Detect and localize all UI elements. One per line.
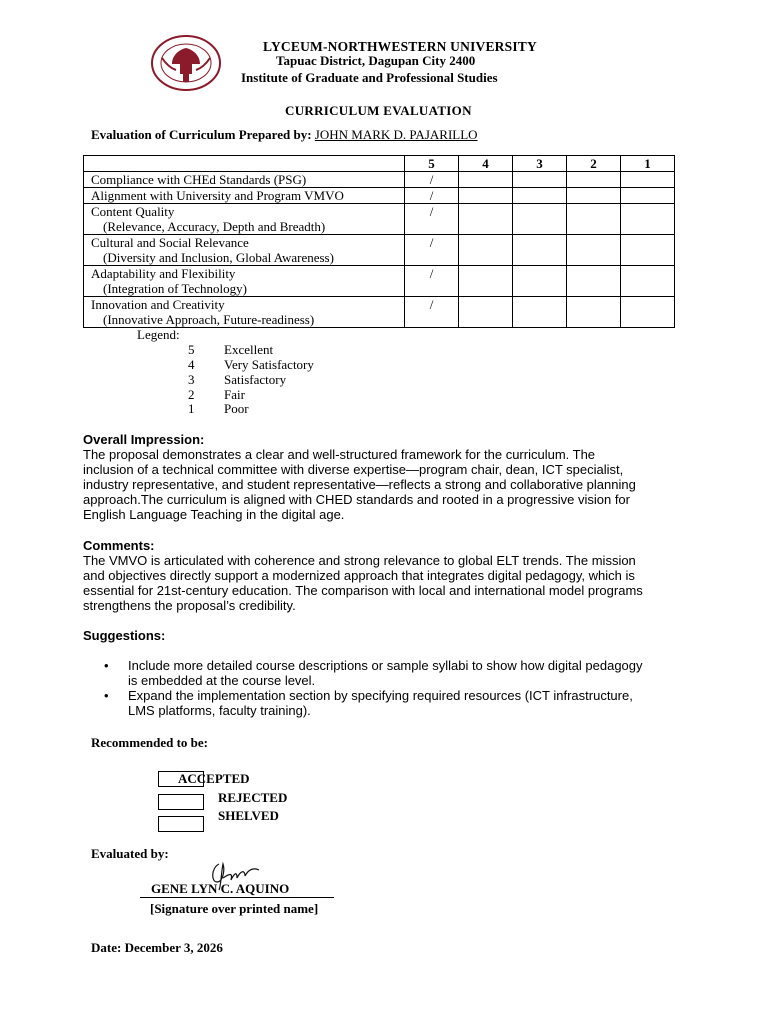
score-cell	[459, 297, 513, 328]
criterion-cell	[84, 172, 405, 188]
score-cell	[513, 235, 567, 266]
text-line: and objectives directly support a modernized approach that integrates digital pedagogy, which is	[83, 568, 635, 583]
comments-text	[83, 553, 683, 613]
score-cell	[567, 172, 621, 188]
score-cell: /	[405, 204, 459, 235]
text-line: inclusion of a technical committee with diverse expertise—program chair, dean, ICT specialist,	[83, 462, 624, 477]
table-row	[84, 297, 675, 328]
score-cell: /	[405, 188, 459, 204]
legend-label: Fair	[224, 387, 245, 402]
score-cell: /	[405, 297, 459, 328]
score-cell	[621, 188, 675, 204]
score-cell	[621, 204, 675, 235]
table-row	[84, 235, 675, 266]
criterion-cell	[84, 297, 405, 328]
text-line: The proposal demonstrates a clear and well-structured framework for the curriculum. The	[83, 447, 596, 462]
legend-number: 1	[188, 401, 195, 416]
criterion-detail: (Diversity and Inclusion, Global Awareness)	[103, 250, 334, 265]
overall-impression-text	[83, 447, 683, 522]
legend-number: 3	[188, 372, 195, 387]
suggestions-heading: Suggestions:	[83, 628, 166, 643]
evaluation-table	[83, 155, 675, 328]
text-line: English Language Teaching in the digital age.	[83, 507, 345, 522]
score-cell	[621, 297, 675, 328]
score-cell	[567, 297, 621, 328]
header-score-4: 4	[459, 156, 513, 172]
criterion-detail: (Innovative Approach, Future-readiness)	[103, 312, 315, 327]
evaluator-name: GENE LYN C. AQUINO	[151, 881, 290, 896]
criterion-label: Content Quality	[91, 204, 175, 219]
criterion-label: Innovation and Creativity	[91, 297, 225, 312]
header-score-5: 5	[405, 156, 459, 172]
prepared-by-line	[91, 127, 478, 143]
prepared-by-label: Evaluation of Curriculum Prepared by:	[91, 127, 312, 142]
score-cell	[459, 266, 513, 297]
header-score-3: 3	[513, 156, 567, 172]
legend-label: Excellent	[224, 342, 274, 357]
signature-line	[140, 897, 334, 898]
suggestion-item	[128, 658, 678, 688]
score-cell	[621, 172, 675, 188]
university-address: Tapuac District, Dagupan City 2400	[276, 53, 476, 68]
legend-number: 5	[188, 342, 195, 357]
criterion-label: Cultural and Social Relevance	[91, 235, 249, 250]
score-cell	[459, 172, 513, 188]
legend-title: Legend:	[137, 327, 180, 342]
score-cell	[513, 188, 567, 204]
score-cell	[513, 204, 567, 235]
legend-label: Very Satisfactory	[224, 357, 314, 372]
score-cell: /	[405, 172, 459, 188]
header-score-1: 1	[621, 156, 675, 172]
score-cell	[459, 204, 513, 235]
bullet-icon: •	[104, 658, 109, 673]
overall-impression-heading: Overall Impression:	[83, 432, 205, 447]
legend-number: 2	[188, 387, 195, 402]
score-cell	[621, 235, 675, 266]
prepared-by-name: JOHN MARK D. PAJARILLO	[314, 127, 478, 142]
text-line: industry representative, and student representative—reflects a strong and collaborative planning	[83, 477, 636, 492]
score-cell	[567, 204, 621, 235]
header-criterion	[84, 156, 405, 172]
criterion-cell	[84, 266, 405, 297]
accepted-label: ACCEPTED	[178, 771, 250, 786]
comments-heading: Comments:	[83, 538, 155, 553]
table-header-row	[84, 156, 675, 172]
institute-name: Institute of Graduate and Professional Studies	[241, 70, 498, 85]
evaluation-date: Date: December 3, 2026	[91, 940, 223, 955]
criterion-label: Adaptability and Flexibility	[91, 266, 236, 281]
text-line: strengthens the proposal’s credibility.	[83, 598, 296, 613]
criterion-detail: (Relevance, Accuracy, Depth and Breadth)	[103, 219, 326, 234]
university-seal-icon	[150, 34, 222, 92]
document-title: CURRICULUM EVALUATION	[285, 103, 472, 118]
score-cell	[621, 266, 675, 297]
score-cell	[459, 188, 513, 204]
criterion-label: Alignment with University and Program VMVO	[91, 188, 344, 203]
score-cell: /	[405, 235, 459, 266]
score-cell	[513, 266, 567, 297]
legend-label: Satisfactory	[224, 372, 287, 387]
shelved-label: SHELVED	[218, 808, 279, 823]
rejected-label: REJECTED	[218, 790, 288, 805]
table-row	[84, 172, 675, 188]
recommendation-heading: Recommended to be:	[91, 735, 208, 750]
text-line: LMS platforms, faculty training).	[128, 703, 311, 718]
text-line: The VMVO is articulated with coherence and strong relevance to global ELT trends. The mission	[83, 553, 636, 568]
university-name: LYCEUM-NORTHWESTERN UNIVERSITY	[263, 39, 537, 54]
rejected-checkbox[interactable]	[158, 794, 204, 810]
score-cell: /	[405, 266, 459, 297]
suggestion-item	[128, 688, 678, 718]
text-line: is embedded at the course level.	[128, 673, 316, 688]
text-line: essential for 21st-century education. The comparison with local and international model programs	[83, 583, 643, 598]
table-row	[84, 188, 675, 204]
score-cell	[459, 235, 513, 266]
criterion-label: Compliance with CHEd Standards (PSG)	[91, 172, 307, 187]
signature-caption: [Signature over printed name]	[150, 901, 319, 916]
evaluated-by-heading: Evaluated by:	[91, 846, 169, 861]
legend-label: Poor	[224, 401, 249, 416]
score-cell	[513, 172, 567, 188]
criterion-detail: (Integration of Technology)	[103, 281, 247, 296]
table-row	[84, 266, 675, 297]
score-cell	[567, 235, 621, 266]
bullet-icon: •	[104, 688, 109, 703]
header-score-2: 2	[567, 156, 621, 172]
shelved-checkbox[interactable]	[158, 816, 204, 832]
score-cell	[567, 188, 621, 204]
criterion-cell	[84, 188, 405, 204]
text-line: Expand the implementation section by specifying required resources (ICT infrastructure,	[128, 688, 633, 703]
criterion-cell	[84, 235, 405, 266]
criterion-cell	[84, 204, 405, 235]
text-line: Include more detailed course descriptions or sample syllabi to show how digital pedagogy	[128, 658, 643, 673]
text-line: approach.The curriculum is aligned with CHED standards and rooted in a progressive vision for	[83, 492, 630, 507]
score-cell	[567, 266, 621, 297]
score-cell	[513, 297, 567, 328]
table-row	[84, 204, 675, 235]
legend-number: 4	[188, 357, 195, 372]
